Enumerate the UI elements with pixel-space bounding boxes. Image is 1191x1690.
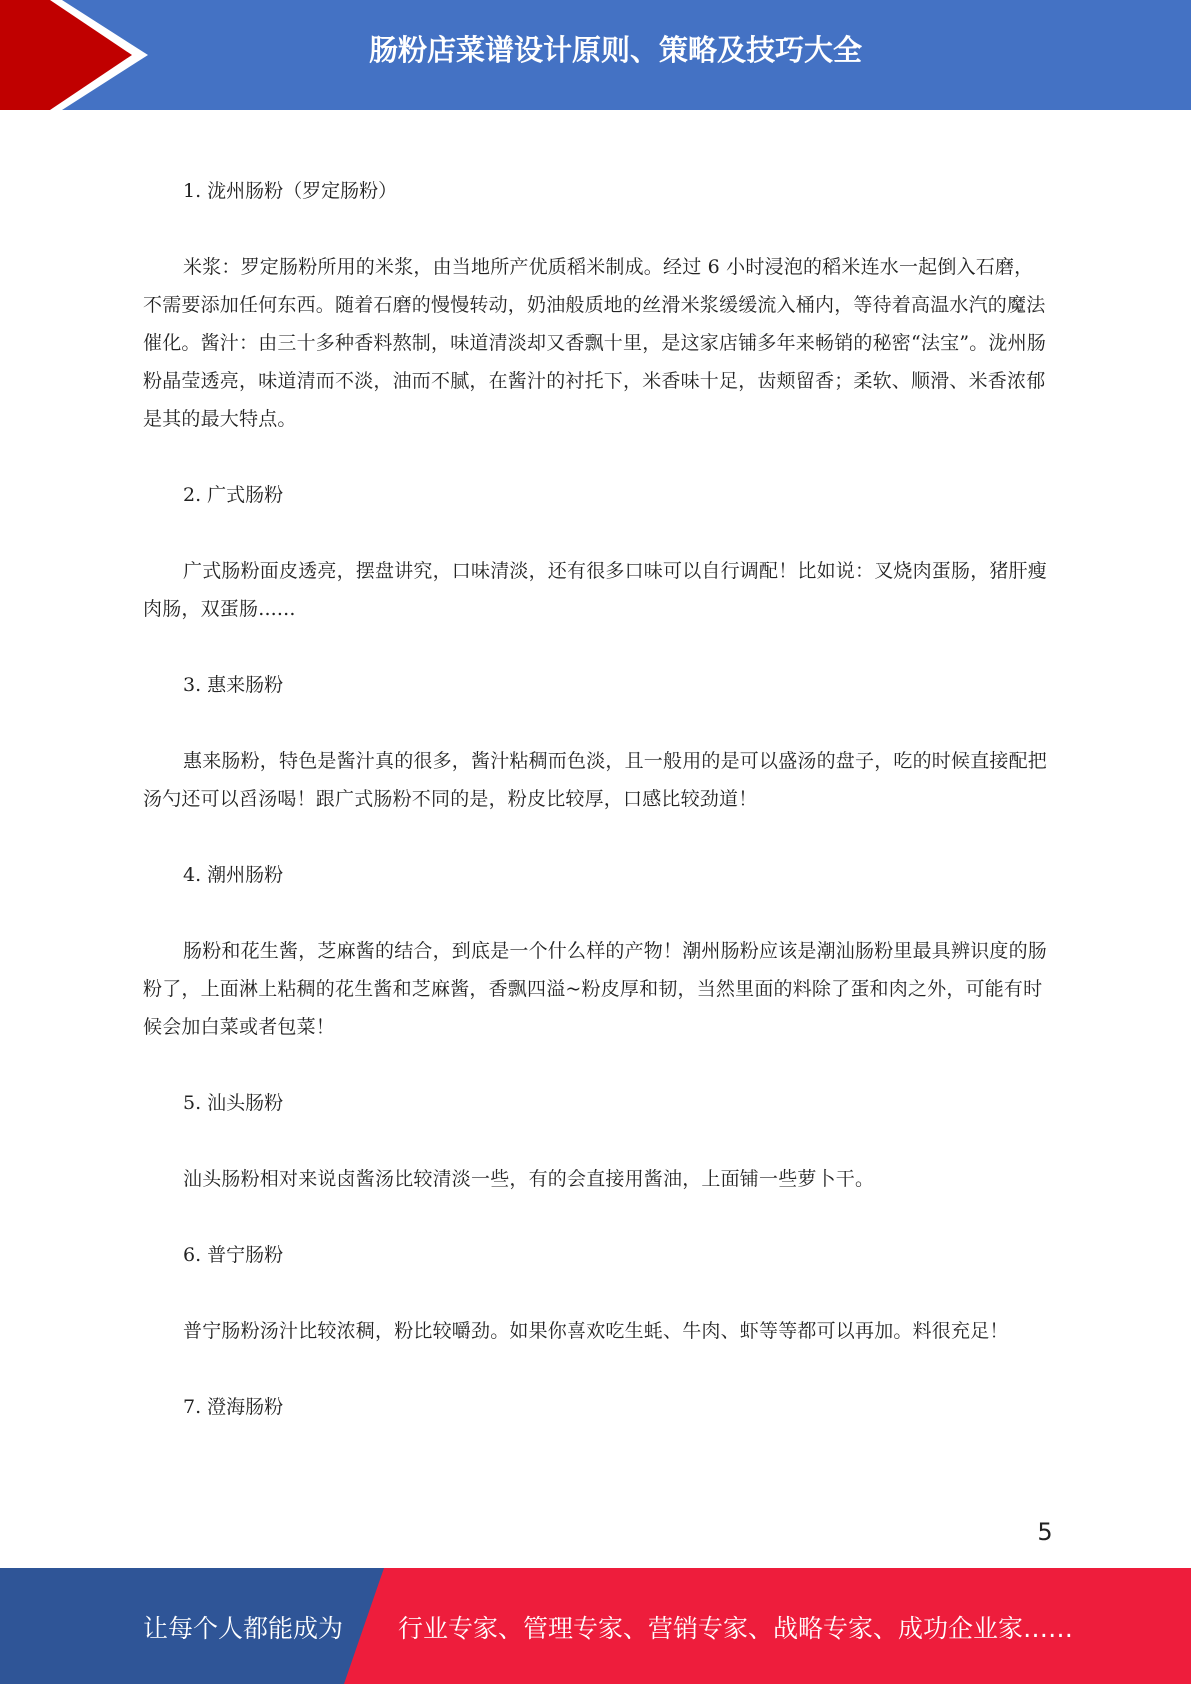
page-header [0,0,1191,110]
footer-slogan-right: 行业专家、管理专家、营销专家、战略专家、成功企业家…… [398,1614,1074,1643]
section-5-body: 汕头肠粉相对来说卤酱汤比较清淡一些，有的会直接用酱油，上面铺一些萝卜干。 [183,1168,875,1190]
section-3-heading: 3. 惠来肠粉 [183,674,284,696]
document-title: 肠粉店菜谱设计原则、策略及技巧大全 [368,33,862,67]
section-1-heading: 1. 泷州肠粉（罗定肠粉） [183,180,398,202]
section-4-body: 肠粉和花生酱，芝麻酱的结合，到底是一个什么样的产物！潮州肠粉应该是潮汕肠粉里最具辨识度的肠粉了，上面淋上粘稠的花生酱和芝麻酱，香飘四溢~粉皮厚和韧，当然里面的料除了蛋和肉之外，可能有时候会加白菜或者包菜！ [143,940,1048,1038]
page-footer [0,1568,1191,1684]
page-number: 5 [1037,1518,1053,1546]
section-3-body: 惠来肠粉，特色是酱汁真的很多，酱汁粘稠而色淡，且一般用的是可以盛汤的盘子，吃的时候直接配把汤勺还可以舀汤喝！跟广式肠粉不同的是，粉皮比较厚，口感比较劲道！ [143,750,1048,810]
section-4-heading: 4. 潮州肠粉 [183,864,284,886]
document-body [143,172,1048,1464]
section-7-heading: 7. 澄海肠粉 [183,1396,284,1418]
section-2-body: 广式肠粉面皮透亮，摆盘讲究，口味清淡，还有很多口味可以自行调配！比如说：叉烧肉蛋肠，猪肝瘦肉肠，双蛋肠...... [143,560,1048,620]
section-1-body: 米浆：罗定肠粉所用的米浆，由当地所产优质稻米制成。经过 6 小时浸泡的稻米连水一起倒入石磨，不需要添加任何东西。随着石磨的慢慢转动，奶油般质地的丝滑米浆缓缓流入桶内，等待着高温水汽的魔法催化。酱汁：由三十多种香料熬制，味道清淡却又香飘十里，是这家店铺多年来畅销的秘密“法宝”。泷州肠粉晶莹透亮，味道清而不淡，油而不腻，在酱汁的衬托下，米香味十足，齿颊留香；柔软、顺滑、米香浓郁是其的最大特点。 [143,256,1047,430]
section-6-heading: 6. 普宁肠粉 [183,1244,284,1266]
section-6-body: 普宁肠粉汤汁比较浓稠，粉比较嚼劲。如果你喜欢吃生蚝、牛肉、虾等等都可以再加。料很充足！ [183,1320,1009,1342]
section-5-heading: 5. 汕头肠粉 [183,1092,284,1114]
section-2-heading: 2. 广式肠粉 [183,484,284,506]
footer-slogan-left: 让每个人都能成为 [143,1614,344,1643]
